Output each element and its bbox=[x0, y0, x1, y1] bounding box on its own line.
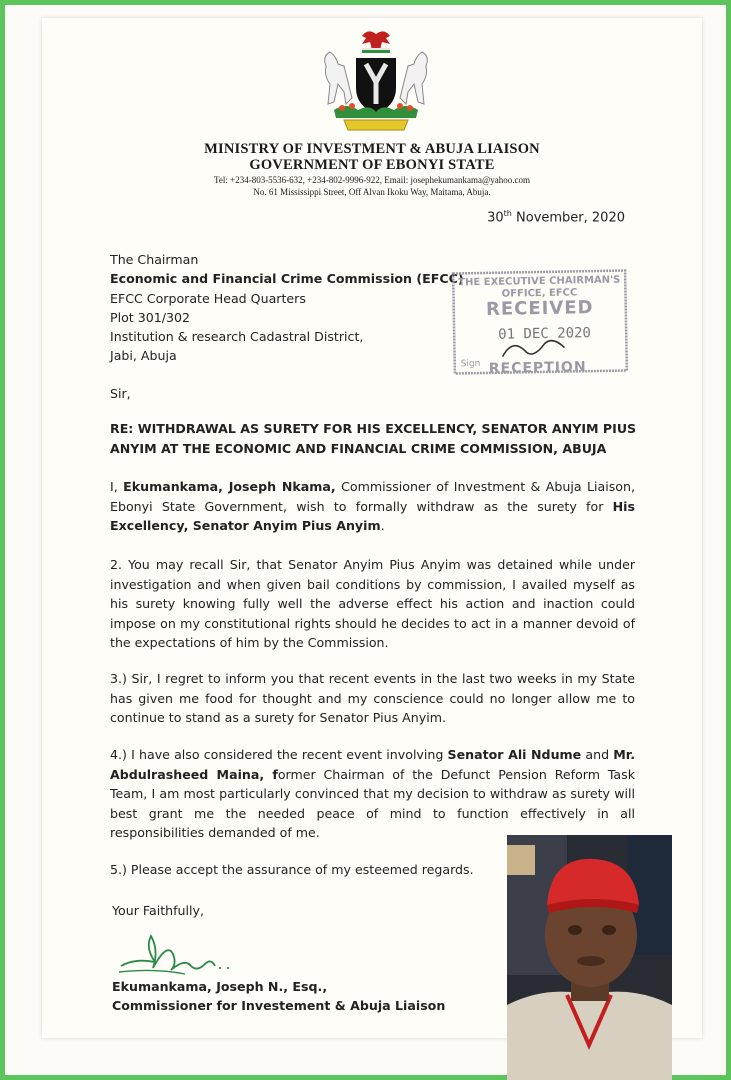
government-title: GOVERNMENT OF EBONYI STATE bbox=[249, 157, 495, 173]
paragraph-1: I, Ekumankama, Joseph Nkama, Commissioner of Investment & Abuja Liaison, Ebonyi State Government, wish to formally withdraw as the surety for His Excellency, Senator Anyim Pius Anyim. bbox=[110, 479, 635, 533]
signatory-name: Ekumankama, Joseph N., Esq., bbox=[112, 979, 328, 994]
contact-line: Tel: +234-803-5536-632, +234-802-9996-922, Email: josephekumankama@yahoo.com bbox=[214, 175, 530, 185]
subject-line-2: ANYIM AT THE ECONOMIC AND FINANCIAL CRIME COMMISSION, ABUJA bbox=[110, 441, 607, 456]
coat-of-arms-logo bbox=[312, 26, 440, 136]
paragraph-2: 2. You may recall Sir, that Senator Anyim Pius Anyim was detained while under investigation and when given bail conditions by commission, I availed myself as his surety knowing fully well the adverse effect his action and inaction could impose on my constitutional rights should he decides to act in a manner devoid of the expectations of him by the Commission. bbox=[110, 557, 635, 650]
salutation: Sir, bbox=[110, 386, 131, 401]
ministry-title: MINISTRY OF INVESTMENT & ABUJA LIAISON bbox=[204, 141, 540, 157]
received-stamp: THE EXECUTIVE CHAIRMAN'S OFFICE, EFCC RECEIVED 01 DEC 2020 Sign RECEPTION bbox=[451, 268, 629, 377]
subject-line-1: RE: WITHDRAWAL AS SURETY FOR HIS EXCELLENCY, SENATOR ANYIM PIUS bbox=[110, 421, 637, 436]
address-line: No. 61 Mississippi Street, Off Alvan Ikoku Way, Maitama, Abuja. bbox=[253, 187, 491, 197]
signatory-title: Commissioner for Investement & Abuja Liaison bbox=[112, 998, 446, 1013]
senator-photo bbox=[507, 835, 672, 1080]
closing: Your Faithfully, bbox=[112, 903, 204, 918]
handwritten-signature bbox=[115, 928, 245, 978]
paragraph-4: 4.) I have also considered the recent event involving Senator Ali Ndume and Mr. Abdulrasheed Maina, former Chairman of the Defunct Pension Reform Task Team, I am most particularly convinced that my decision to withdraw as surety will best grant me the needed peace of mind to function effectively in all responsibilities demanded of me. bbox=[110, 747, 636, 840]
letter-date: 30th November, 2020 bbox=[487, 209, 625, 226]
paragraph-5: 5.) Please accept the assurance of my esteemed regards. bbox=[110, 862, 474, 877]
paragraph-3: 3.) Sir, I regret to inform you that recent events in the last two weeks in my State has given me food for thought and my conscience could no longer allow me to continue to stand as a surety for Senator Pius Anyim. bbox=[110, 671, 635, 725]
recipient-address: The Chairman Economic and Financial Crime Commission (EFCC) EFCC Corporate Head Quarters Plot 301/302 Institution & research Cadastral District, Jabi, Abuja bbox=[110, 252, 464, 364]
